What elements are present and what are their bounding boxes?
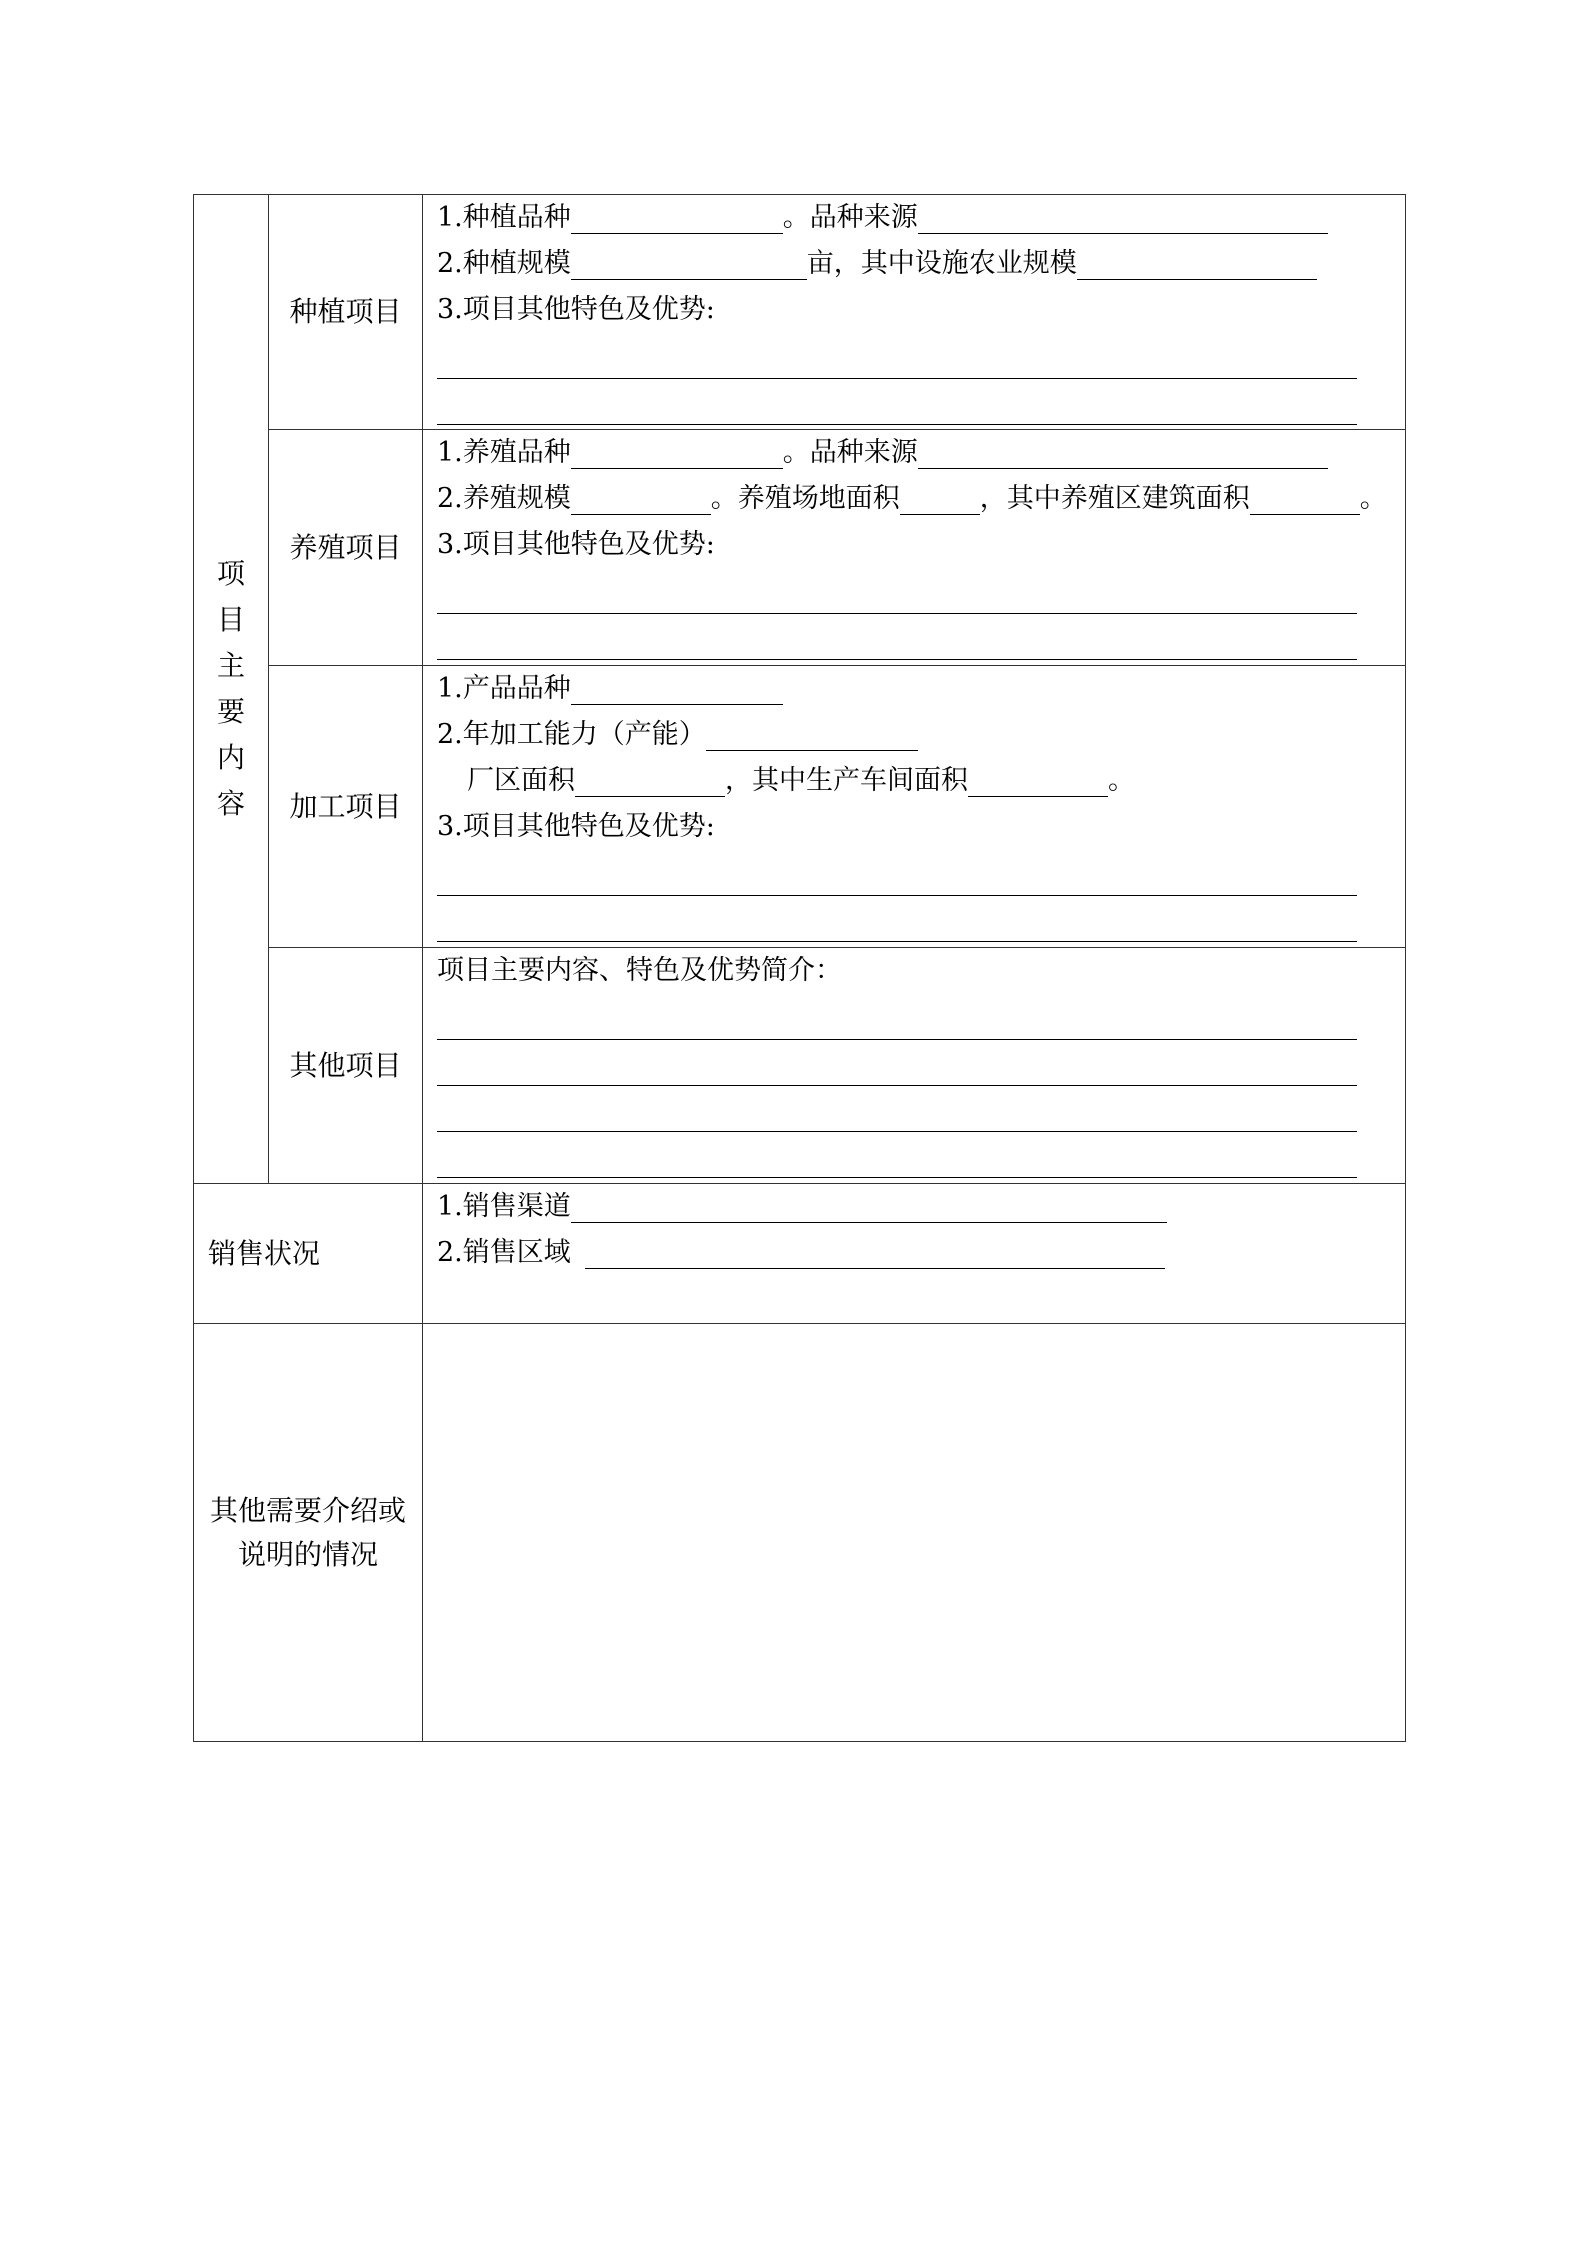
other-project-intro-label: 项目主要内容、特色及优势简介： bbox=[437, 955, 842, 986]
breeding-site-area-field[interactable] bbox=[900, 480, 980, 515]
other-project-row bbox=[194, 948, 1406, 1184]
processing-row bbox=[194, 666, 1406, 948]
breeding-variety-label: 1.养殖品种 bbox=[437, 437, 571, 468]
workshop-area-label: ，其中生产车间面积 bbox=[725, 765, 968, 796]
other-project-content bbox=[423, 948, 1406, 1184]
planting-scale-field[interactable] bbox=[571, 245, 807, 280]
breeding-row bbox=[194, 430, 1406, 666]
processing-content bbox=[423, 666, 1406, 948]
plant-area-label: 厂区面积 bbox=[467, 765, 575, 796]
planting-source-field[interactable] bbox=[918, 199, 1328, 234]
planting-row bbox=[194, 195, 1406, 430]
other-project-line-1[interactable] bbox=[437, 994, 1357, 1040]
planting-variety-label: 1.种植品种 bbox=[437, 202, 571, 233]
processing-capacity-field[interactable] bbox=[706, 716, 918, 751]
remarks-label-line-2: 说明的情况 bbox=[237, 1537, 378, 1571]
breeding-features-label: 3.项目其他特色及优势: bbox=[437, 529, 715, 560]
product-variety-label: 1.产品品种 bbox=[437, 673, 571, 704]
processing-label: 加工项目 bbox=[269, 666, 423, 948]
remarks-label-line-1: 其他需要介绍或 bbox=[209, 1493, 406, 1527]
processing-capacity-label: 2.年加工能力（产能） bbox=[437, 719, 706, 750]
breeding-features-line-2[interactable] bbox=[437, 614, 1357, 660]
breeding-label: 养殖项目 bbox=[269, 430, 423, 666]
sales-content bbox=[423, 1184, 1406, 1324]
sales-region-field[interactable] bbox=[585, 1234, 1165, 1269]
breeding-source-field[interactable] bbox=[918, 434, 1328, 469]
planting-content bbox=[423, 195, 1406, 430]
breeding-content bbox=[423, 430, 1406, 666]
breeding-site-area-label: 。养殖场地面积 bbox=[710, 483, 900, 514]
sales-channel-field[interactable] bbox=[571, 1188, 1167, 1223]
planting-scale-label: 2.种植规模 bbox=[437, 248, 571, 279]
facility-scale-field[interactable] bbox=[1077, 245, 1317, 280]
sales-label: 销售状况 bbox=[194, 1184, 423, 1324]
workshop-area-field[interactable] bbox=[968, 762, 1108, 797]
main-content-label-cell bbox=[194, 195, 269, 1184]
breeding-building-area-label: ，其中养殖区建筑面积 bbox=[979, 483, 1250, 514]
processing-features-label: 3.项目其他特色及优势: bbox=[437, 811, 715, 842]
remarks-row bbox=[194, 1324, 1406, 1742]
processing-features-line-2[interactable] bbox=[437, 896, 1357, 942]
facility-scale-label: 亩，其中设施农业规模 bbox=[806, 248, 1077, 279]
breeding-scale-field[interactable] bbox=[571, 480, 711, 515]
other-project-line-2[interactable] bbox=[437, 1040, 1357, 1086]
planting-variety-field[interactable] bbox=[571, 199, 783, 234]
breeding-period: 。 bbox=[1359, 483, 1387, 514]
breeding-building-area-field[interactable] bbox=[1250, 480, 1360, 515]
planting-features-line-1[interactable] bbox=[437, 333, 1357, 379]
sales-row bbox=[194, 1184, 1406, 1324]
planting-features-line-2[interactable] bbox=[437, 379, 1357, 425]
plant-area-field[interactable] bbox=[575, 762, 725, 797]
processing-period: 。 bbox=[1108, 765, 1135, 796]
breeding-features-line-1[interactable] bbox=[437, 568, 1357, 614]
processing-features-line-1[interactable] bbox=[437, 850, 1357, 896]
breeding-source-label: 。品种来源 bbox=[782, 437, 918, 468]
sales-region-label: 2.销售区域 bbox=[437, 1237, 571, 1268]
other-project-label: 其他项目 bbox=[269, 948, 423, 1184]
product-variety-field[interactable] bbox=[571, 670, 783, 705]
planting-source-label: 。品种来源 bbox=[782, 202, 918, 233]
remarks-label-cell bbox=[194, 1324, 423, 1742]
remarks-field[interactable] bbox=[423, 1324, 1406, 1742]
sales-channel-label: 1.销售渠道 bbox=[437, 1191, 571, 1222]
other-project-line-3[interactable] bbox=[437, 1086, 1357, 1132]
main-content-label: 项目主要内容 bbox=[216, 556, 245, 820]
planting-features-label: 3.项目其他特色及优势: bbox=[437, 294, 715, 325]
breeding-scale-label: 2.养殖规模 bbox=[437, 483, 571, 514]
planting-label: 种植项目 bbox=[269, 195, 423, 430]
application-form-table bbox=[193, 194, 1406, 1742]
breeding-variety-field[interactable] bbox=[571, 434, 783, 469]
other-project-line-4[interactable] bbox=[437, 1132, 1357, 1178]
